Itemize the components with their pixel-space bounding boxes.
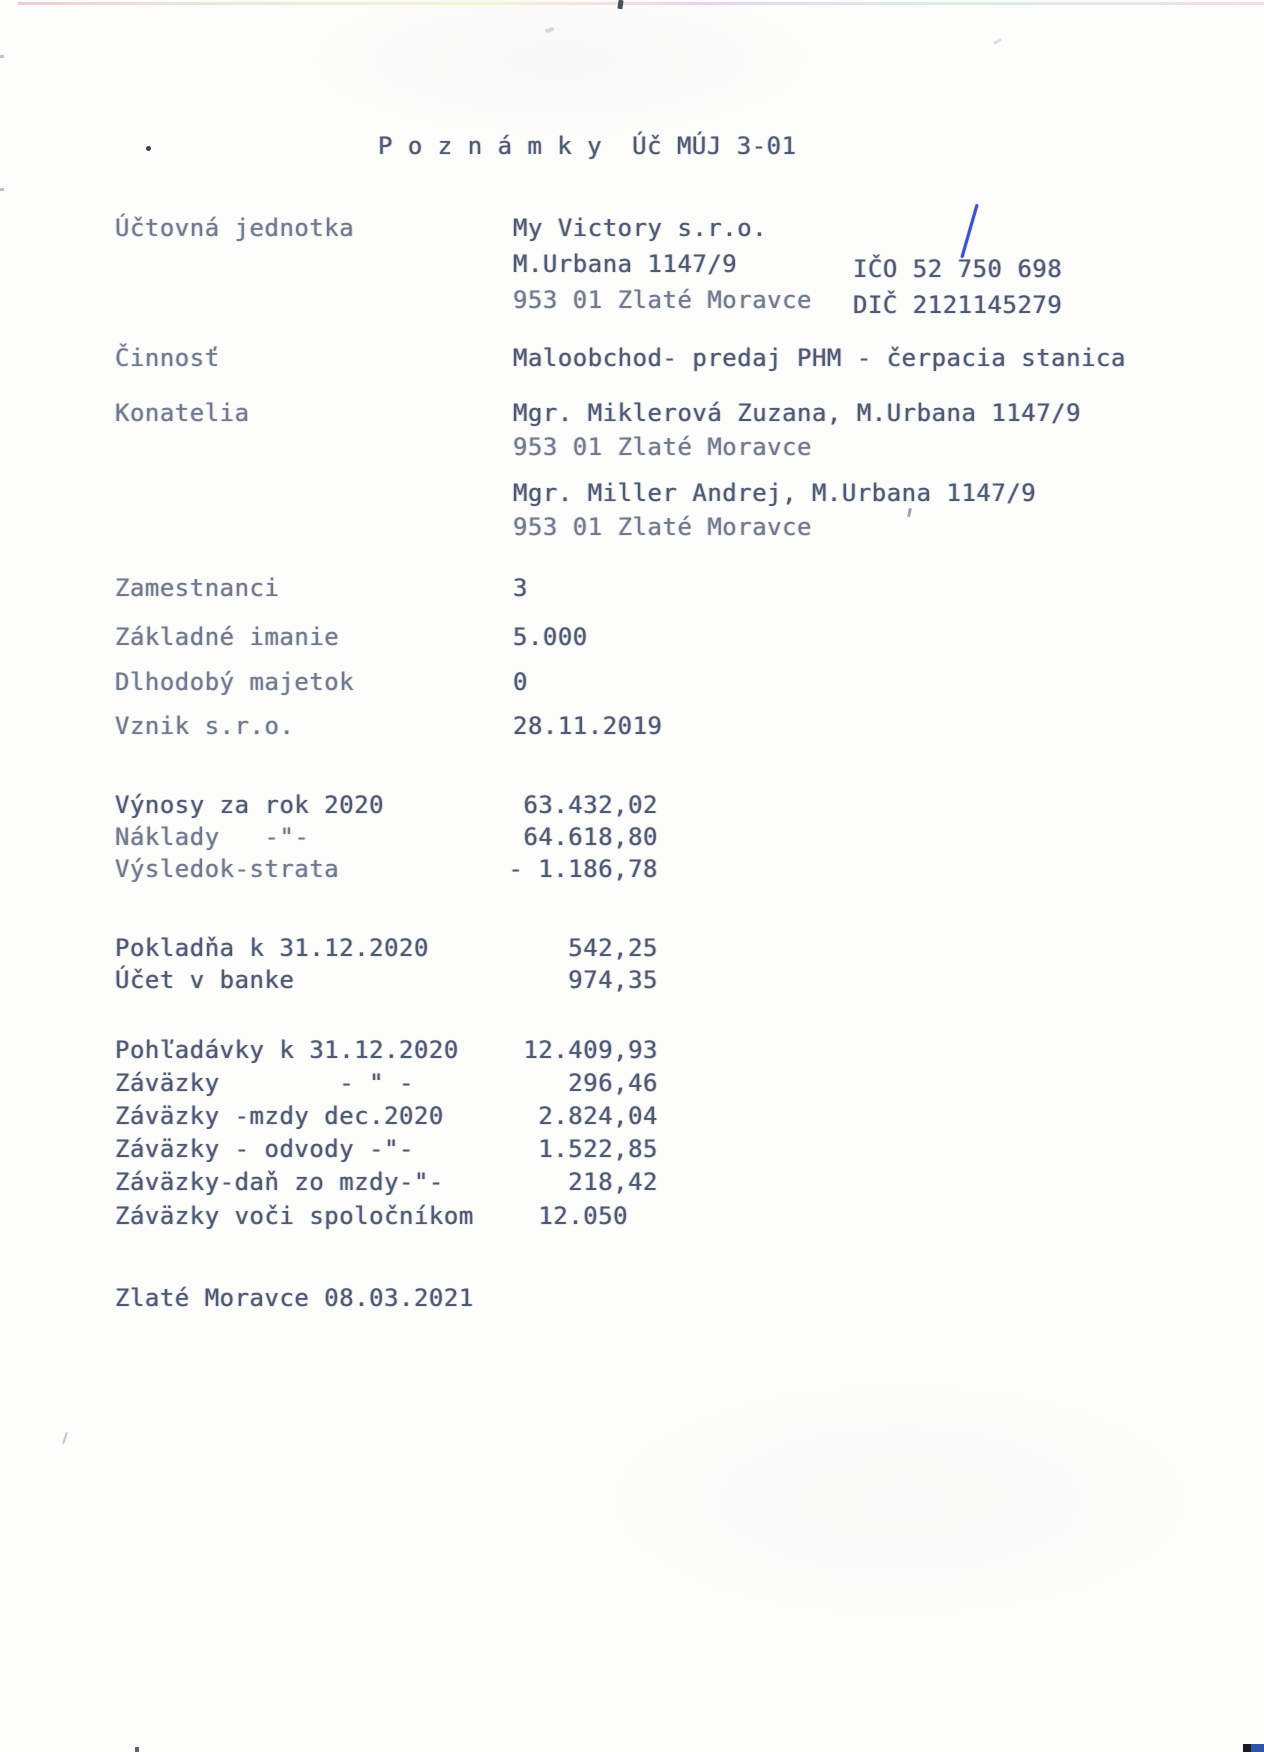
payables-wages-amount: 2.824,04: [538, 1102, 658, 1130]
ico-value: IČO 52 750 698: [853, 255, 1063, 283]
page-title: P o z n á m k y Úč MÚJ 3-01: [378, 132, 797, 160]
fixed-assets-value: 0: [513, 668, 528, 696]
bottom-edge-speck: [135, 1747, 139, 1752]
payables-wages-label: Záväzky -mzdy dec.2020: [115, 1102, 444, 1130]
bottom-right-scan-mark-dark: [1243, 1744, 1251, 1752]
unit-label: Účtovná jednotka: [115, 214, 355, 242]
bank-amount: 974,35: [568, 966, 658, 994]
manager1-name-address: Mgr. Miklerová Zuzana, M.Urbana 1147/9: [513, 399, 1082, 427]
capital-value: 5.000: [513, 623, 588, 651]
unit-name: My Victory s.r.o.: [513, 214, 768, 242]
scan-speck-top-center: [617, 0, 623, 9]
dic-value: DIČ 2121145279: [853, 291, 1063, 319]
capital-label: Základné imanie: [115, 623, 340, 651]
cashbox-amount: 542,25: [568, 934, 658, 962]
receivables-label: Pohľadávky k 31.12.2020: [115, 1036, 459, 1064]
unit-street: M.Urbana 1147/9: [513, 250, 738, 278]
activity-value: Maloobchod- predaj PHM - čerpacia stanica: [513, 344, 1126, 372]
activity-label: Činnosť: [115, 344, 220, 372]
payables-partners-label: Záväzky voči spoločníkom: [115, 1202, 474, 1230]
payables-amount: 296,46: [568, 1069, 658, 1097]
loss-amount: - 1.186,78: [508, 855, 658, 883]
costs-label: Náklady -"-: [115, 823, 310, 851]
costs-amount: 64.618,80: [523, 823, 658, 851]
unit-city: 953 01 Zlaté Moravce: [513, 286, 812, 314]
revenues-label: Výnosy za rok 2020: [115, 791, 385, 819]
payables-tax-label: Záväzky-daň zo mzdy-"-: [115, 1168, 444, 1196]
scanner-edge-line: [18, 2, 1264, 5]
scan-smudge-top: [545, 27, 555, 34]
payables-partners-amount: 12.050: [538, 1202, 658, 1230]
ink-dot: [146, 146, 151, 151]
revenues-amount: 63.432,02: [523, 791, 658, 819]
manager1-city: 953 01 Zlaté Moravce: [513, 433, 812, 461]
employees-label: Zamestnanci: [115, 574, 280, 602]
fixed-assets-label: Dlhodobý majetok: [115, 668, 355, 696]
established-label: Vznik s.r.o.: [115, 712, 295, 740]
payables-levies-label: Záväzky - odvody -"-: [115, 1135, 414, 1163]
employees-value: 3: [513, 574, 528, 602]
cashbox-label: Pokladňa k 31.12.2020: [115, 934, 429, 962]
payables-tax-amount: 218,42: [568, 1168, 658, 1196]
payables-levies-amount: 1.522,85: [538, 1135, 658, 1163]
place-date: Zlaté Moravce 08.03.2021: [115, 1284, 474, 1312]
left-edge-speck-2: [0, 188, 4, 191]
payables-label: Záväzky - " -: [115, 1069, 414, 1097]
bank-label: Účet v banke: [115, 966, 295, 994]
loss-label: Výsledok-strata: [115, 855, 340, 883]
left-edge-speck-1: [0, 55, 4, 58]
scan-smudge-top-right: [993, 38, 1002, 45]
bottom-right-scan-mark-blue: [1251, 1744, 1264, 1752]
manager2-name-address: Mgr. Miller Andrej, M.Urbana 1147/9: [513, 479, 1037, 507]
fold-scratch-mark: [62, 1432, 68, 1444]
receivables-amount: 12.409,93: [523, 1036, 658, 1064]
managers-label: Konatelia: [115, 399, 250, 427]
established-value: 28.11.2019: [513, 712, 663, 740]
manager2-city: 953 01 Zlaté Moravce: [513, 513, 812, 541]
